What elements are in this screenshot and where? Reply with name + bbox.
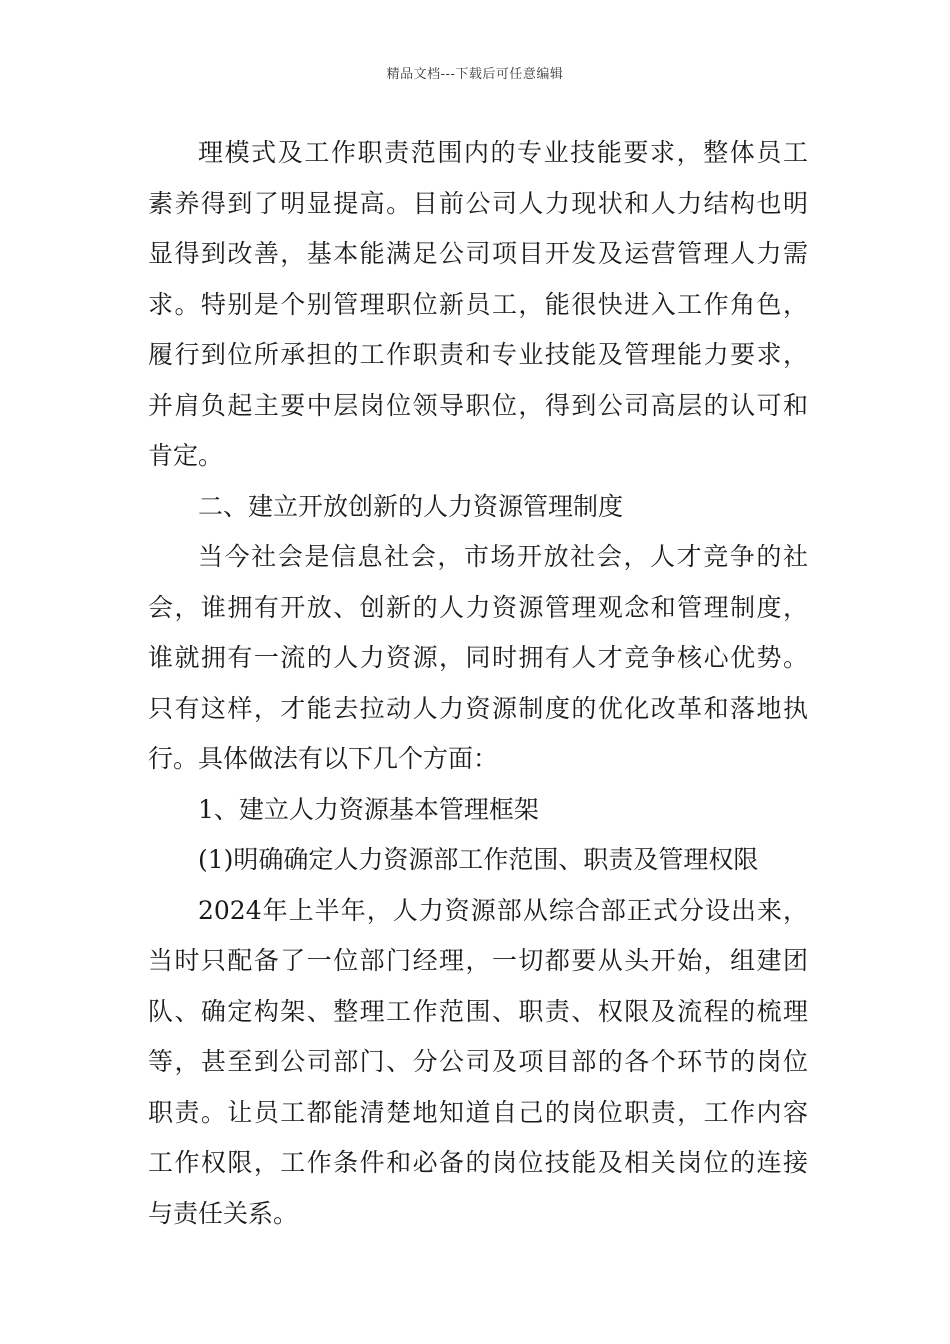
document-body <box>148 128 808 1239</box>
text-line: 与责任关系。 <box>148 1198 299 1228</box>
text-line: 求。特别是个别管理职位新员工，能很快进入工作角色， <box>148 289 808 319</box>
page-header: 精品文档---下载后可任意编辑 <box>386 67 564 82</box>
text-line: 理模式及工作职责范围内的专业技能要求，整体员工 <box>198 138 808 167</box>
text-line: 素养得到了明显提高。目前公司人力现状和人力结构也明 <box>148 188 808 218</box>
text-line: 谁就拥有一流的人力资源，同时拥有人才竞争核心优势。 <box>148 643 808 672</box>
text-line: 显得到改善，基本能满足公司项目开发及运营管理人力需 <box>148 239 808 268</box>
text-line: 行。具体做法有以下几个方面： <box>148 744 499 773</box>
text-line: 并肩负起主要中层岗位领导职位，得到公司高层的认可和 <box>148 390 808 420</box>
text-line: 只有这样，才能去拉动人力资源制度的优化改革和落地执 <box>148 693 808 723</box>
text-line: 工作权限，工作条件和必备的岗位技能及相关岗位的连接 <box>148 1148 808 1177</box>
text-line: 队、确定构架、整理工作范围、职责、权限及流程的梳理 <box>148 996 808 1026</box>
text-line: 当时只配备了一位部门经理，一切都要从头开始，组建团 <box>148 946 808 975</box>
item-heading: (1)明确确定人力资源部工作范围、职责及管理权限 <box>198 845 759 874</box>
text-line: 会，谁拥有开放、创新的人力资源管理观念和管理制度， <box>148 592 808 622</box>
text-line: 当今社会是信息社会，市场开放社会，人才竞争的社 <box>198 542 808 571</box>
text-line: 2024年上半年，人力资源部从综合部正式分设出来， <box>198 895 808 925</box>
text-line: 履行到位所承担的工作职责和专业技能及管理能力要求， <box>148 340 808 369</box>
section-heading: 二、建立开放创新的人力资源管理制度 <box>198 491 624 521</box>
subsection-heading: 1、建立人力资源基本管理框架 <box>198 794 539 824</box>
text-line: 职责。让员工都能清楚地知道自己的岗位职责，工作内容 <box>148 1097 808 1127</box>
text-line: 肯定。 <box>148 441 224 470</box>
text-line: 等，甚至到公司部门、分公司及项目部的各个环节的岗位 <box>148 1047 808 1076</box>
